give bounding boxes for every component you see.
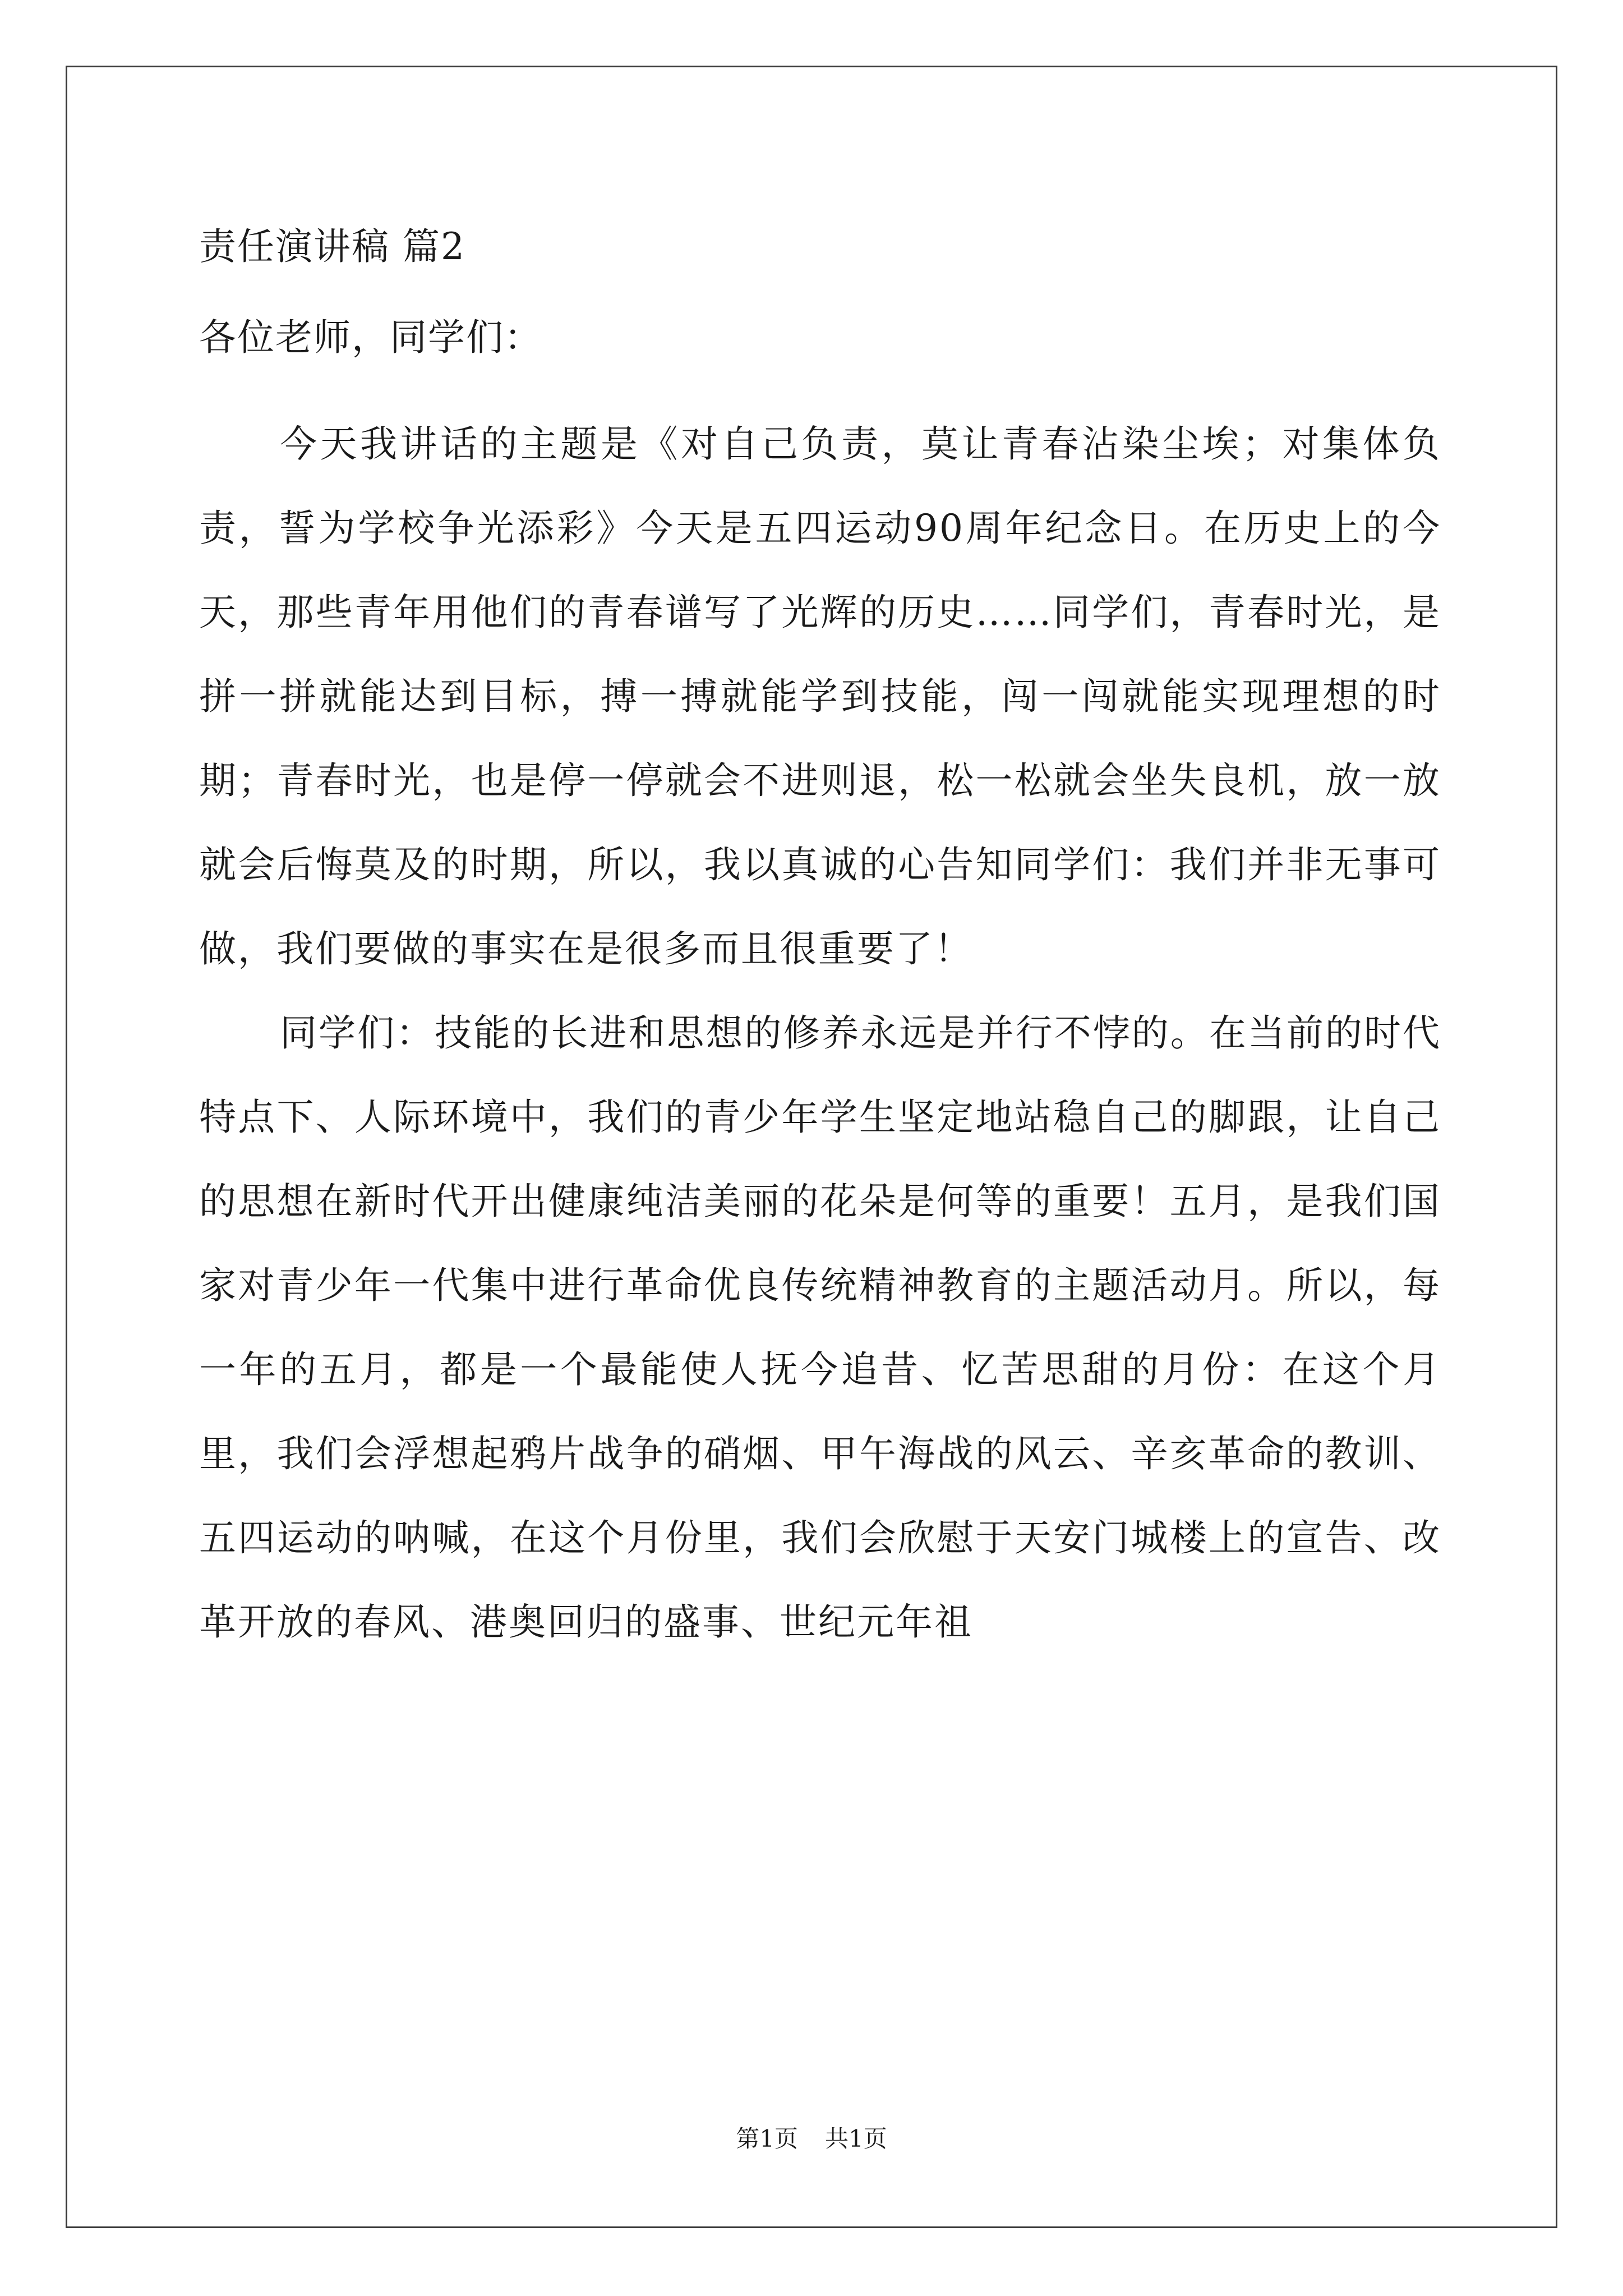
document-title: 责任演讲稿 篇2	[199, 225, 465, 268]
page-total: 共1页	[825, 2125, 887, 2152]
paragraph-1: 今天我讲话的主题是《对自己负责，莫让青春沾染尘埃；对集体负责，誓为学校争光添彩》今天是五四运动90周年纪念日。在历史上的今天，那些青年用他们的青春谱写了光辉的历史……同学们，青春时光，是拼一拼就能达到目标，搏一搏就能学到技能，闯一闯就能实现理想的时期；青春时光，也是停一停就会不进则退，松一松就会坐失良机，放一放就会后悔莫及的时期，所以，我以真诚的心告知同学们：我们并非无事可做，我们要做的事实在是很多而且很重要了！	[199, 422, 1441, 970]
page-number: 第1页	[736, 2125, 798, 2152]
salutation: 各位老师，同学们：	[199, 316, 542, 359]
document-body	[199, 222, 1441, 1664]
page-footer	[0, 2120, 1623, 2154]
paragraph-2: 同学们：技能的长进和思想的修养永远是并行不悖的。在当前的时代特点下、人际环境中，我们的青少年学生坚定地站稳自己的脚跟，让自己的思想在新时代开出健康纯洁美丽的花朵是何等的重要！五月，是我们国家对青少年一代集中进行革命优良传统精神教育的主题活动月。所以，每一年的五月，都是一个最能使人抚今追昔、忆苦思甜的月份：在这个月里，我们会浮想起鸦片战争的硝烟、甲午海战的风云、辛亥革命的教训、五四运动的呐喊，在这个月份里，我们会欣慰于天安门城楼上的宣告、改革开放的春风、港奥回归的盛事、世纪元年祖	[199, 1011, 1441, 1644]
